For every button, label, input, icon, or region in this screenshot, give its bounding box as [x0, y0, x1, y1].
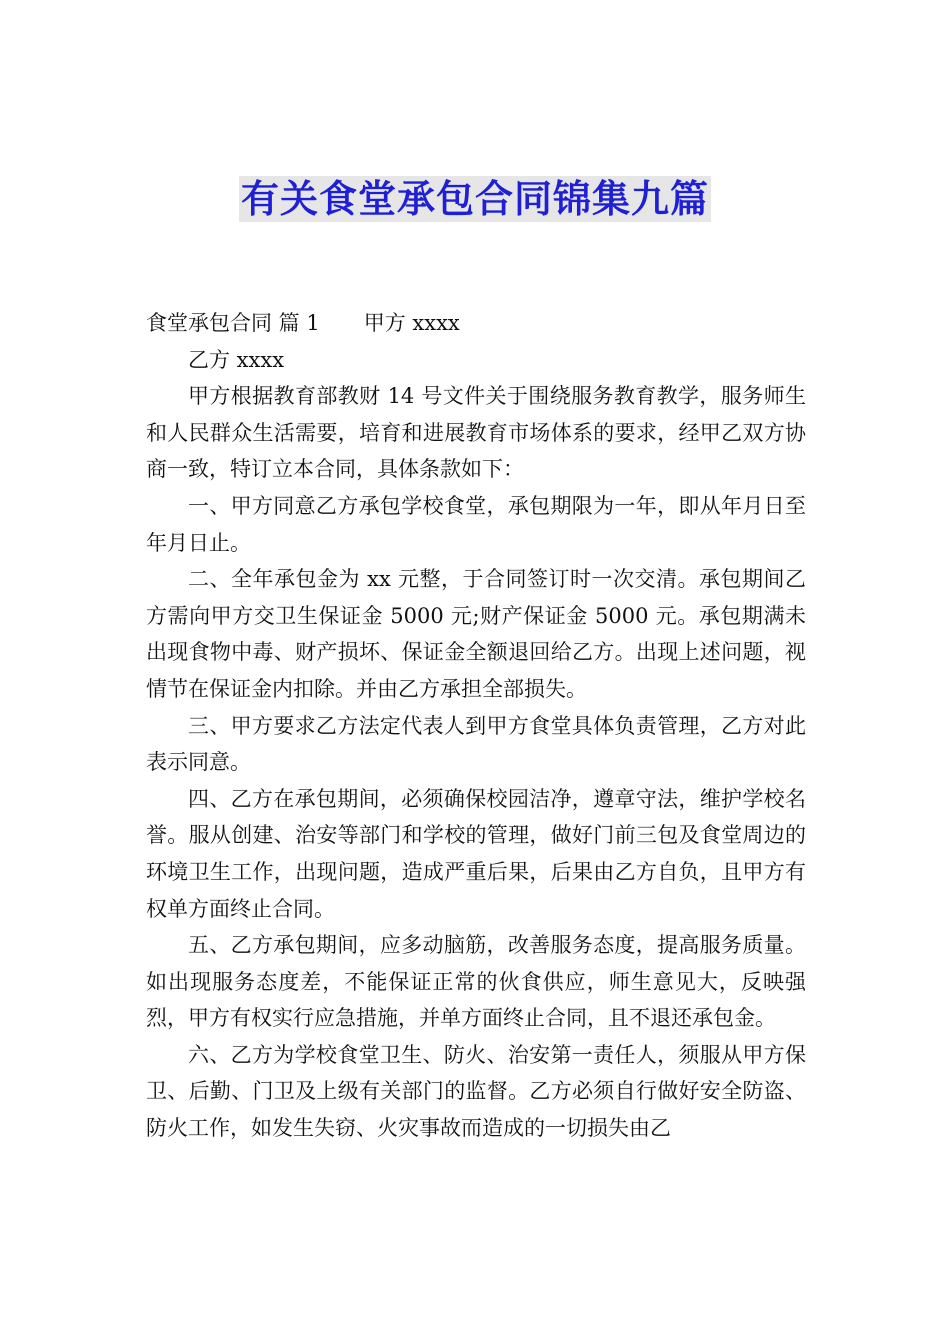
title-wrap: [0, 176, 950, 222]
paragraph: 一、甲方同意乙方承包学校食堂，承包期限为一年，即从年月日至年月日止。: [146, 493, 806, 555]
heading-line: [146, 305, 806, 342]
paragraph: 二、全年承包金为 xx 元整，于合同签订时一次交清。承包期间乙方需向甲方交卫生保证金 5000 元;财产保证金 5000 元。承包期满未出现食物中毒、财产损坏、保证金全额退回给乙方。出现上述问题，视情节在保证金内扣除。并由乙方承担全部损失。: [146, 567, 806, 701]
paragraph: 六、乙方为学校食堂卫生、防火、治安第一责任人，须服从甲方保卫、后勤、门卫及上级有关部门的监督。乙方必须自行做好安全防盗、防火工作，如发生失窃、火灾事故而造成的一切损失由乙: [146, 1042, 806, 1141]
paragraph: 四、乙方在承包期间，必须确保校园洁净，遵章守法，维护学校名誉。服从创建、治安等部门和学校的管理，做好门前三包及食堂周边的环境卫生工作，出现问题，造成严重后果，后果由乙方自负，且甲方有权单方面终止合同。: [146, 786, 806, 921]
section-heading: 食堂承包合同 篇 1: [146, 311, 320, 335]
paragraph: 五、乙方承包期间，应多动脑筋，改善服务态度，提高服务质量。如出现服务态度差，不能保证正常的伙食供应，师生意见大，反映强烈，甲方有权实行应急措施，并单方面终止合同，且不退还承包金。: [146, 933, 806, 1031]
paragraph: 三、甲方要求乙方法定代表人到甲方食堂具体负责管理，乙方对此表示同意。: [146, 713, 806, 775]
party-a: 甲方 xxxx: [363, 311, 460, 335]
paragraph: 甲方根据教育部教财 14 号文件关于围绕服务教育教学，服务师生和人民群众生活需要，培育和进展教育市场体系的要求，经甲乙双方协商一致，特订立本合同，具体条款如下：: [146, 384, 806, 482]
document-body: [146, 305, 806, 1147]
document-title: 有关食堂承包合同锦集九篇: [240, 177, 709, 221]
party-b-line: 乙方 xxxx: [188, 347, 285, 372]
